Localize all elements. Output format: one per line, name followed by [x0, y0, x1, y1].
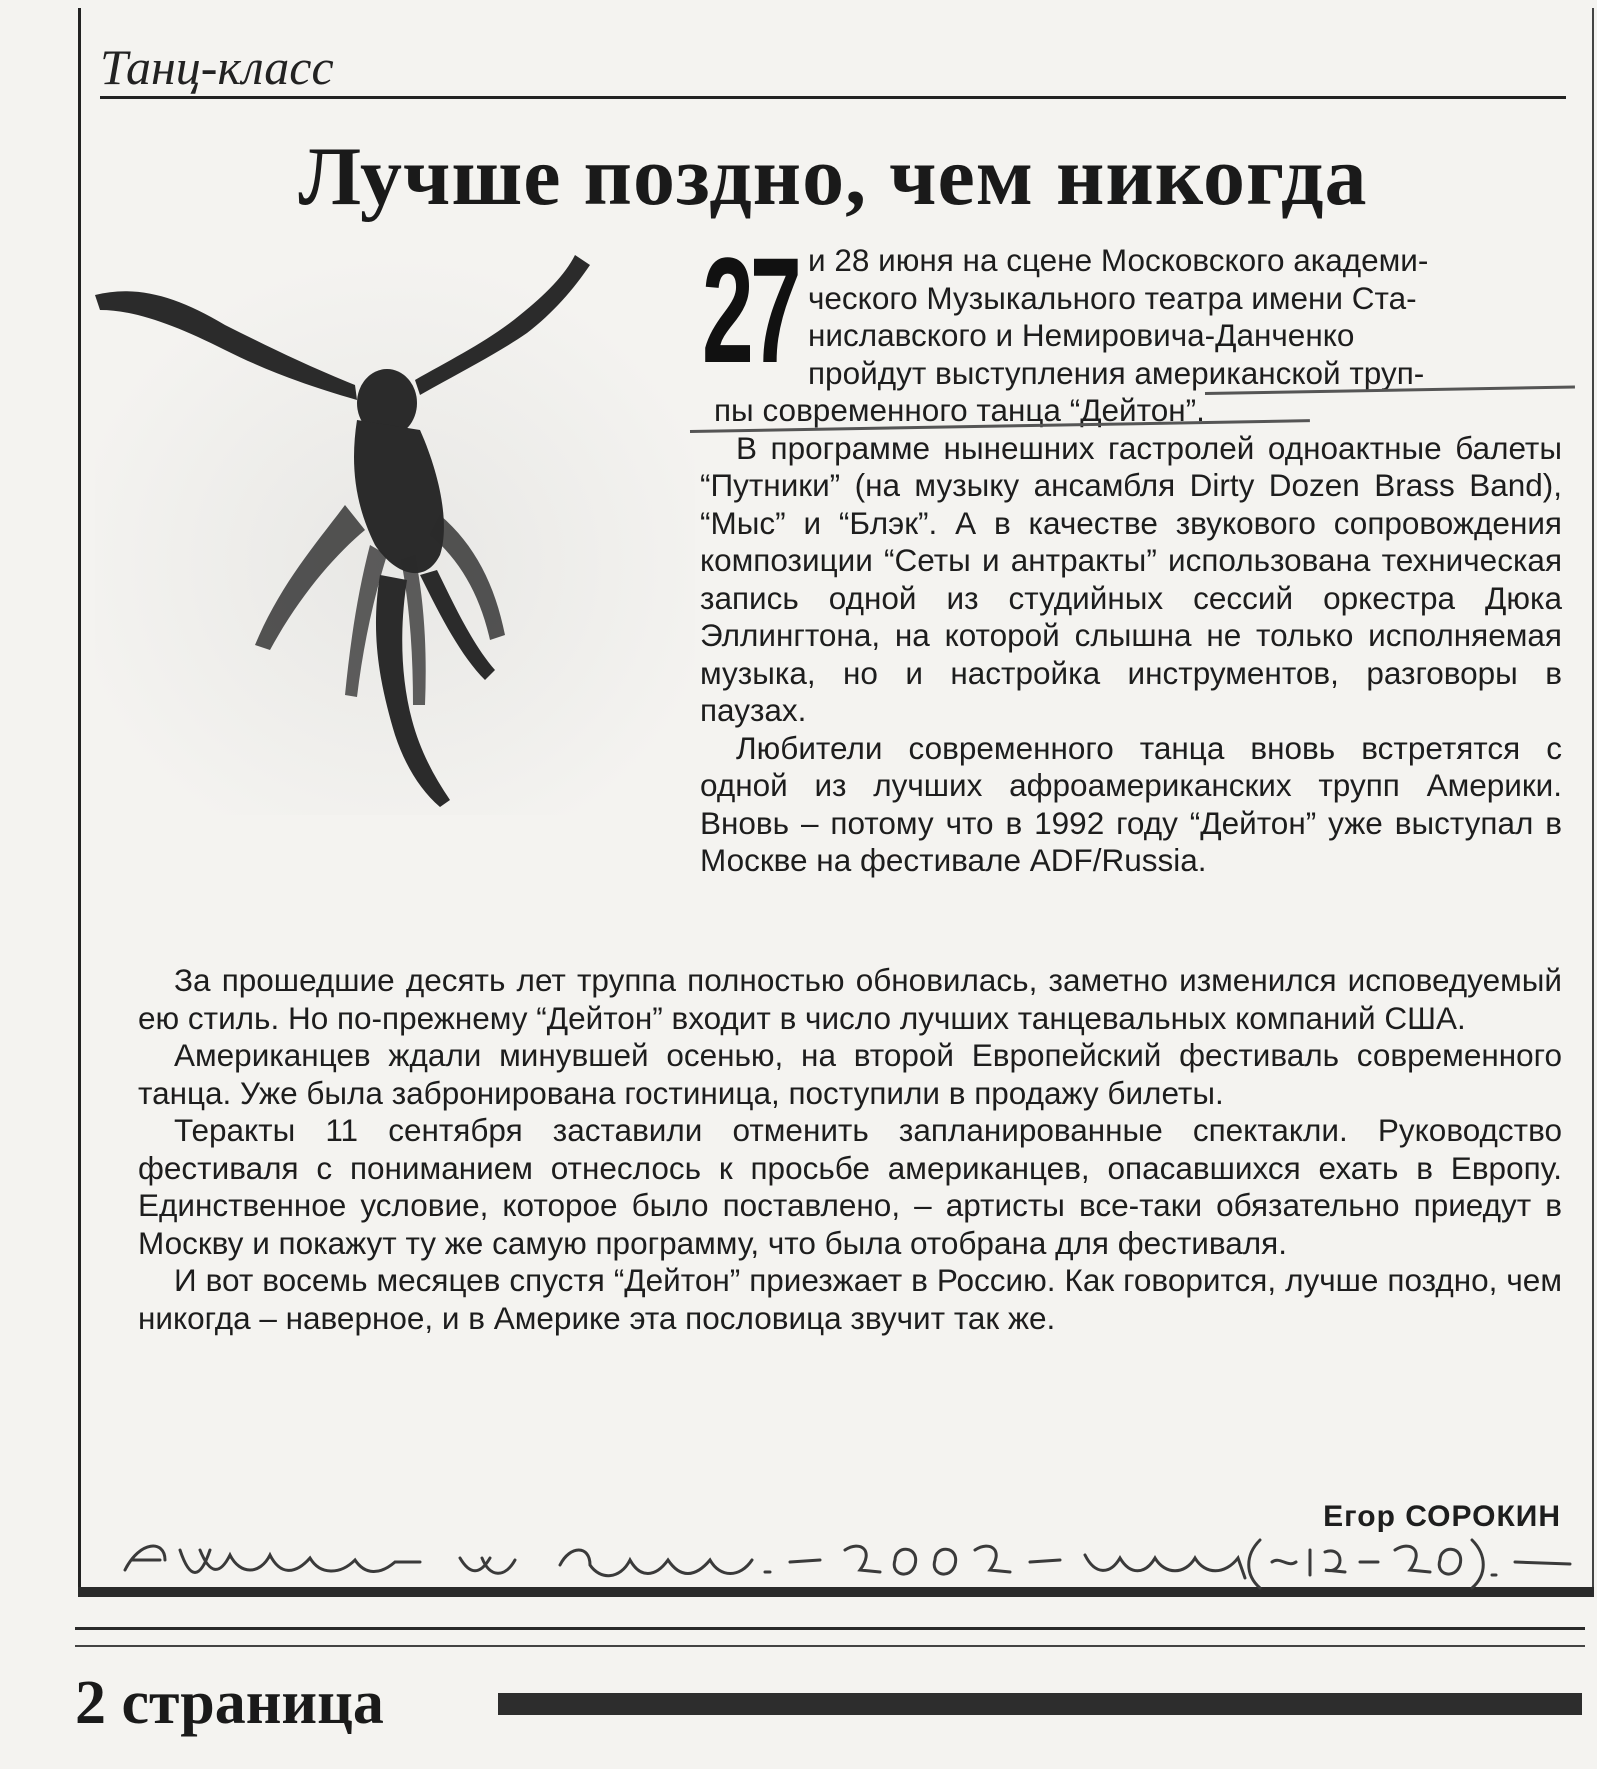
rubric-label: Танц-класс — [100, 39, 334, 95]
rubric-rule — [100, 96, 1566, 99]
paragraph: И вот восемь месяцев спустя “Дейтон” приезжает в Россию. Как говорится, лучше поздно, чем никогда – наверное, и в Америке эта пословица звучит так же. — [138, 1262, 1562, 1336]
full-width-column — [138, 962, 1562, 1337]
paragraph: Американцев ждали минувшей осенью, на второй Европейский фестиваль современного танца. Уже была забронирована гостиница, поступили в продажу билеты. — [138, 1037, 1562, 1111]
handwritten-note — [120, 1530, 1590, 1590]
intro-line: и 28 июня на сцене Московского академи- — [808, 242, 1429, 278]
paragraph: За прошедшие десять лет труппа полностью обновилась, заметно изменился исповедуемый ею стиль. Но по-прежнему “Дейтон” входит в число лучших танцевальных компаний США. — [138, 962, 1562, 1036]
intro-line: пройдут выступления американской труп- — [808, 354, 1425, 391]
page-label: 2 страница — [75, 1669, 384, 1737]
intro-line: ниславского и Немировича-Данченко — [808, 317, 1355, 353]
paragraph: Теракты 11 сентября заставили отменить запланированные спектакли. Руководство фестиваля с пониманием отнеслось к просьбе американцев, опасавшихся ехать в Европу. Единственное условие, которое было поставлено, – артисты все-таки обязательно приедут в Москву и покажут ту же самую программу, что была отобрана для фестиваля. — [138, 1112, 1562, 1261]
intro-tail: пы современного танца “Дейтон”. — [714, 392, 1205, 428]
clipping-left-border — [78, 8, 81, 1596]
right-column — [700, 242, 1562, 880]
drop-cap: 27 — [702, 226, 799, 394]
dancer-photo — [95, 255, 695, 815]
page-rule — [75, 1627, 1585, 1630]
headline: Лучше поздно, чем никогда — [298, 130, 1368, 223]
byline: Егор СОРОКИН — [1323, 1500, 1561, 1533]
intro-paragraph — [700, 242, 1562, 392]
clipping-right-border — [1592, 8, 1594, 1596]
paragraph: Любители современного танца вновь встретятся с одной из лучших афроамериканских трупп Америки. Вновь – потому что в 1992 году “Дейтон” уже выступал в Москве на фестивале ADF/Russia. — [700, 729, 1562, 878]
paragraph: В программе нынешних гастролей одноактные балеты “Путники” (на музыку ансамбля Dirty Dozen Brass Band), “Мыс” и “Блэк”. А в качестве звукового сопровождения композиции “Сеты и антракты” использована техническая запись одной из студийных сессий оркестра Дюка Эллингтона, на которой слышна не только исполняемая музыка, но и настройка инструментов, разговоры в паузах. — [700, 429, 1562, 728]
intro-line: ческого Музыкального театра имени Ста- — [808, 279, 1417, 316]
page-bar — [498, 1693, 1582, 1715]
page-rule — [75, 1645, 1585, 1647]
